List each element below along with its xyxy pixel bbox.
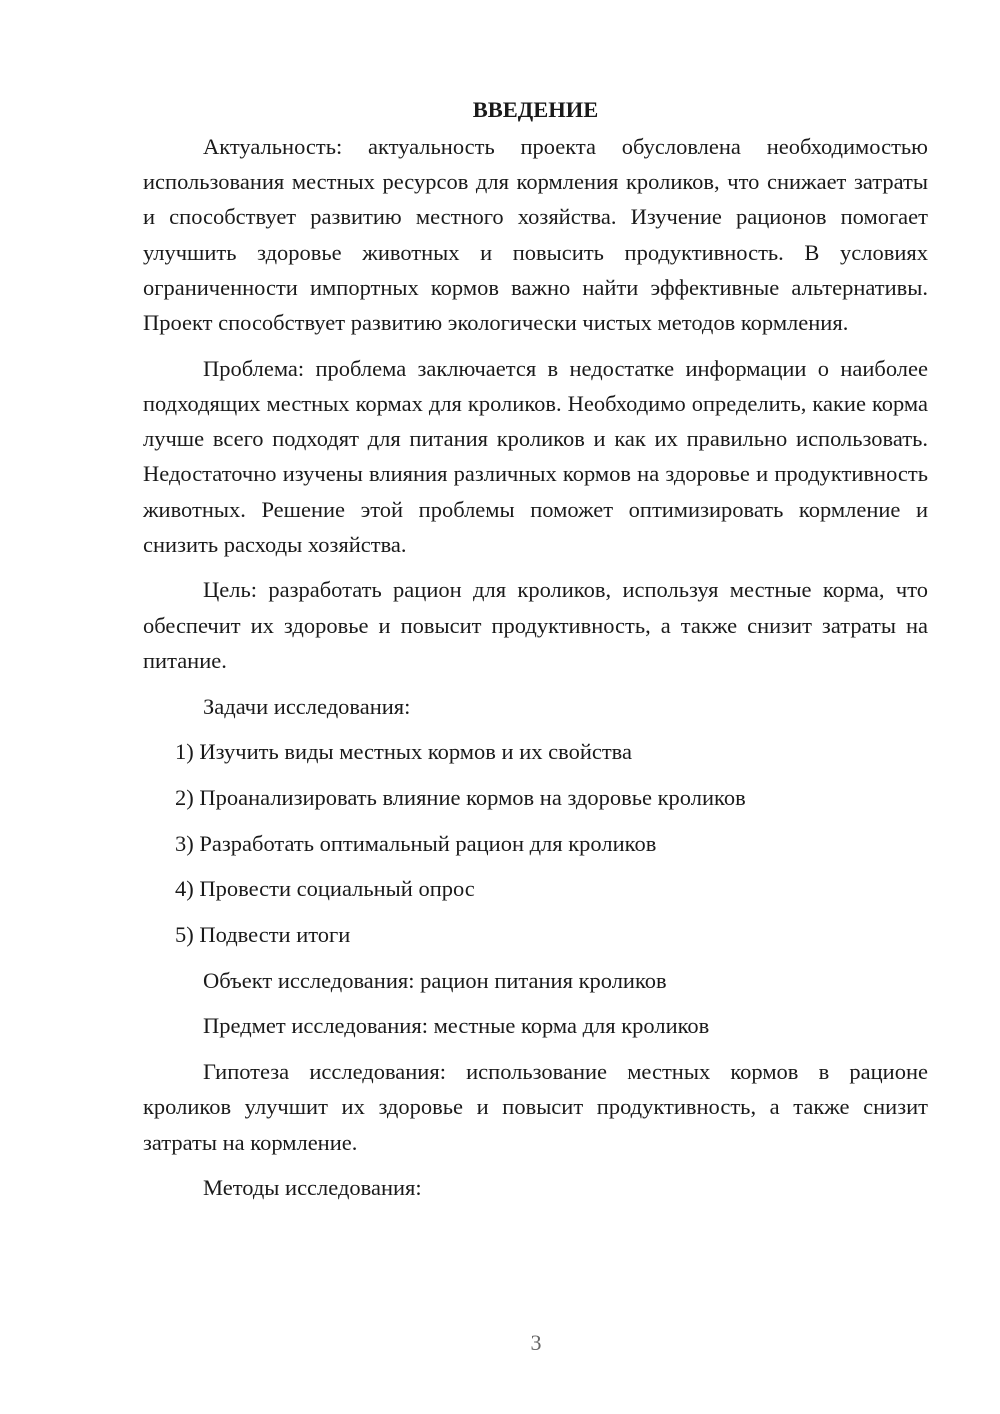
tasks-list (143, 734, 928, 952)
task-item: 4) Провести социальный опрос (175, 876, 475, 902)
tasks-heading: Задачи исследования: (203, 693, 411, 719)
research-object: Объект исследования: рацион питания кроликов (203, 967, 667, 993)
page-number: 3 (530, 1330, 542, 1355)
task-item: 1) Изучить виды местных кормов и их свойства (175, 739, 632, 765)
methods-heading: Методы исследования: (203, 1175, 422, 1201)
relevance-paragraph: Актуальность: актуальность проекта обусловлена необходимостью использования местных ресурсов для кормления кроликов, что снижает затраты и способствует развитию местного хозяйства. Изучение рационов помогает улучшить здоровье животных и повысить продуктивность. В условиях ограниченности импортных кормов важно найти эффективные альтернативы. Проект способствует развитию экологически чистых методов кормления. (143, 134, 928, 336)
task-item: 2) Проанализировать влияние кормов на здоровье кроликов (175, 784, 746, 810)
task-item: 3) Разработать оптимальный рацион для кроликов (175, 830, 657, 856)
goal-paragraph: Цель: разработать рацион для кроликов, используя местные корма, что обеспечит их здоровье и повысит продуктивность, а также снизит затраты на питание. (143, 577, 928, 673)
hypothesis-paragraph: Гипотеза исследования: использование местных кормов в рационе кроликов улучшит их здоровье и повысит продуктивность, а также снизит затраты на кормление. (143, 1059, 928, 1155)
research-subject: Предмет исследования: местные корма для кроликов (203, 1013, 710, 1039)
task-item: 5) Подвести итоги (175, 922, 351, 948)
problem-paragraph: Проблема: проблема заключается в недостатке информации о наиболее подходящих местных кормах для кроликов. Необходимо определить, какие корма лучше всего подходят для питания кроликов и как их правильно использовать. Недостаточно изучены влияния различных кормов на здоровье и продуктивность животных. Решение этой проблемы поможет оптимизировать кормление и снизить расходы хозяйства. (143, 355, 928, 557)
section-heading: ВВЕДЕНИЕ (472, 97, 599, 122)
page-content (143, 95, 928, 1216)
